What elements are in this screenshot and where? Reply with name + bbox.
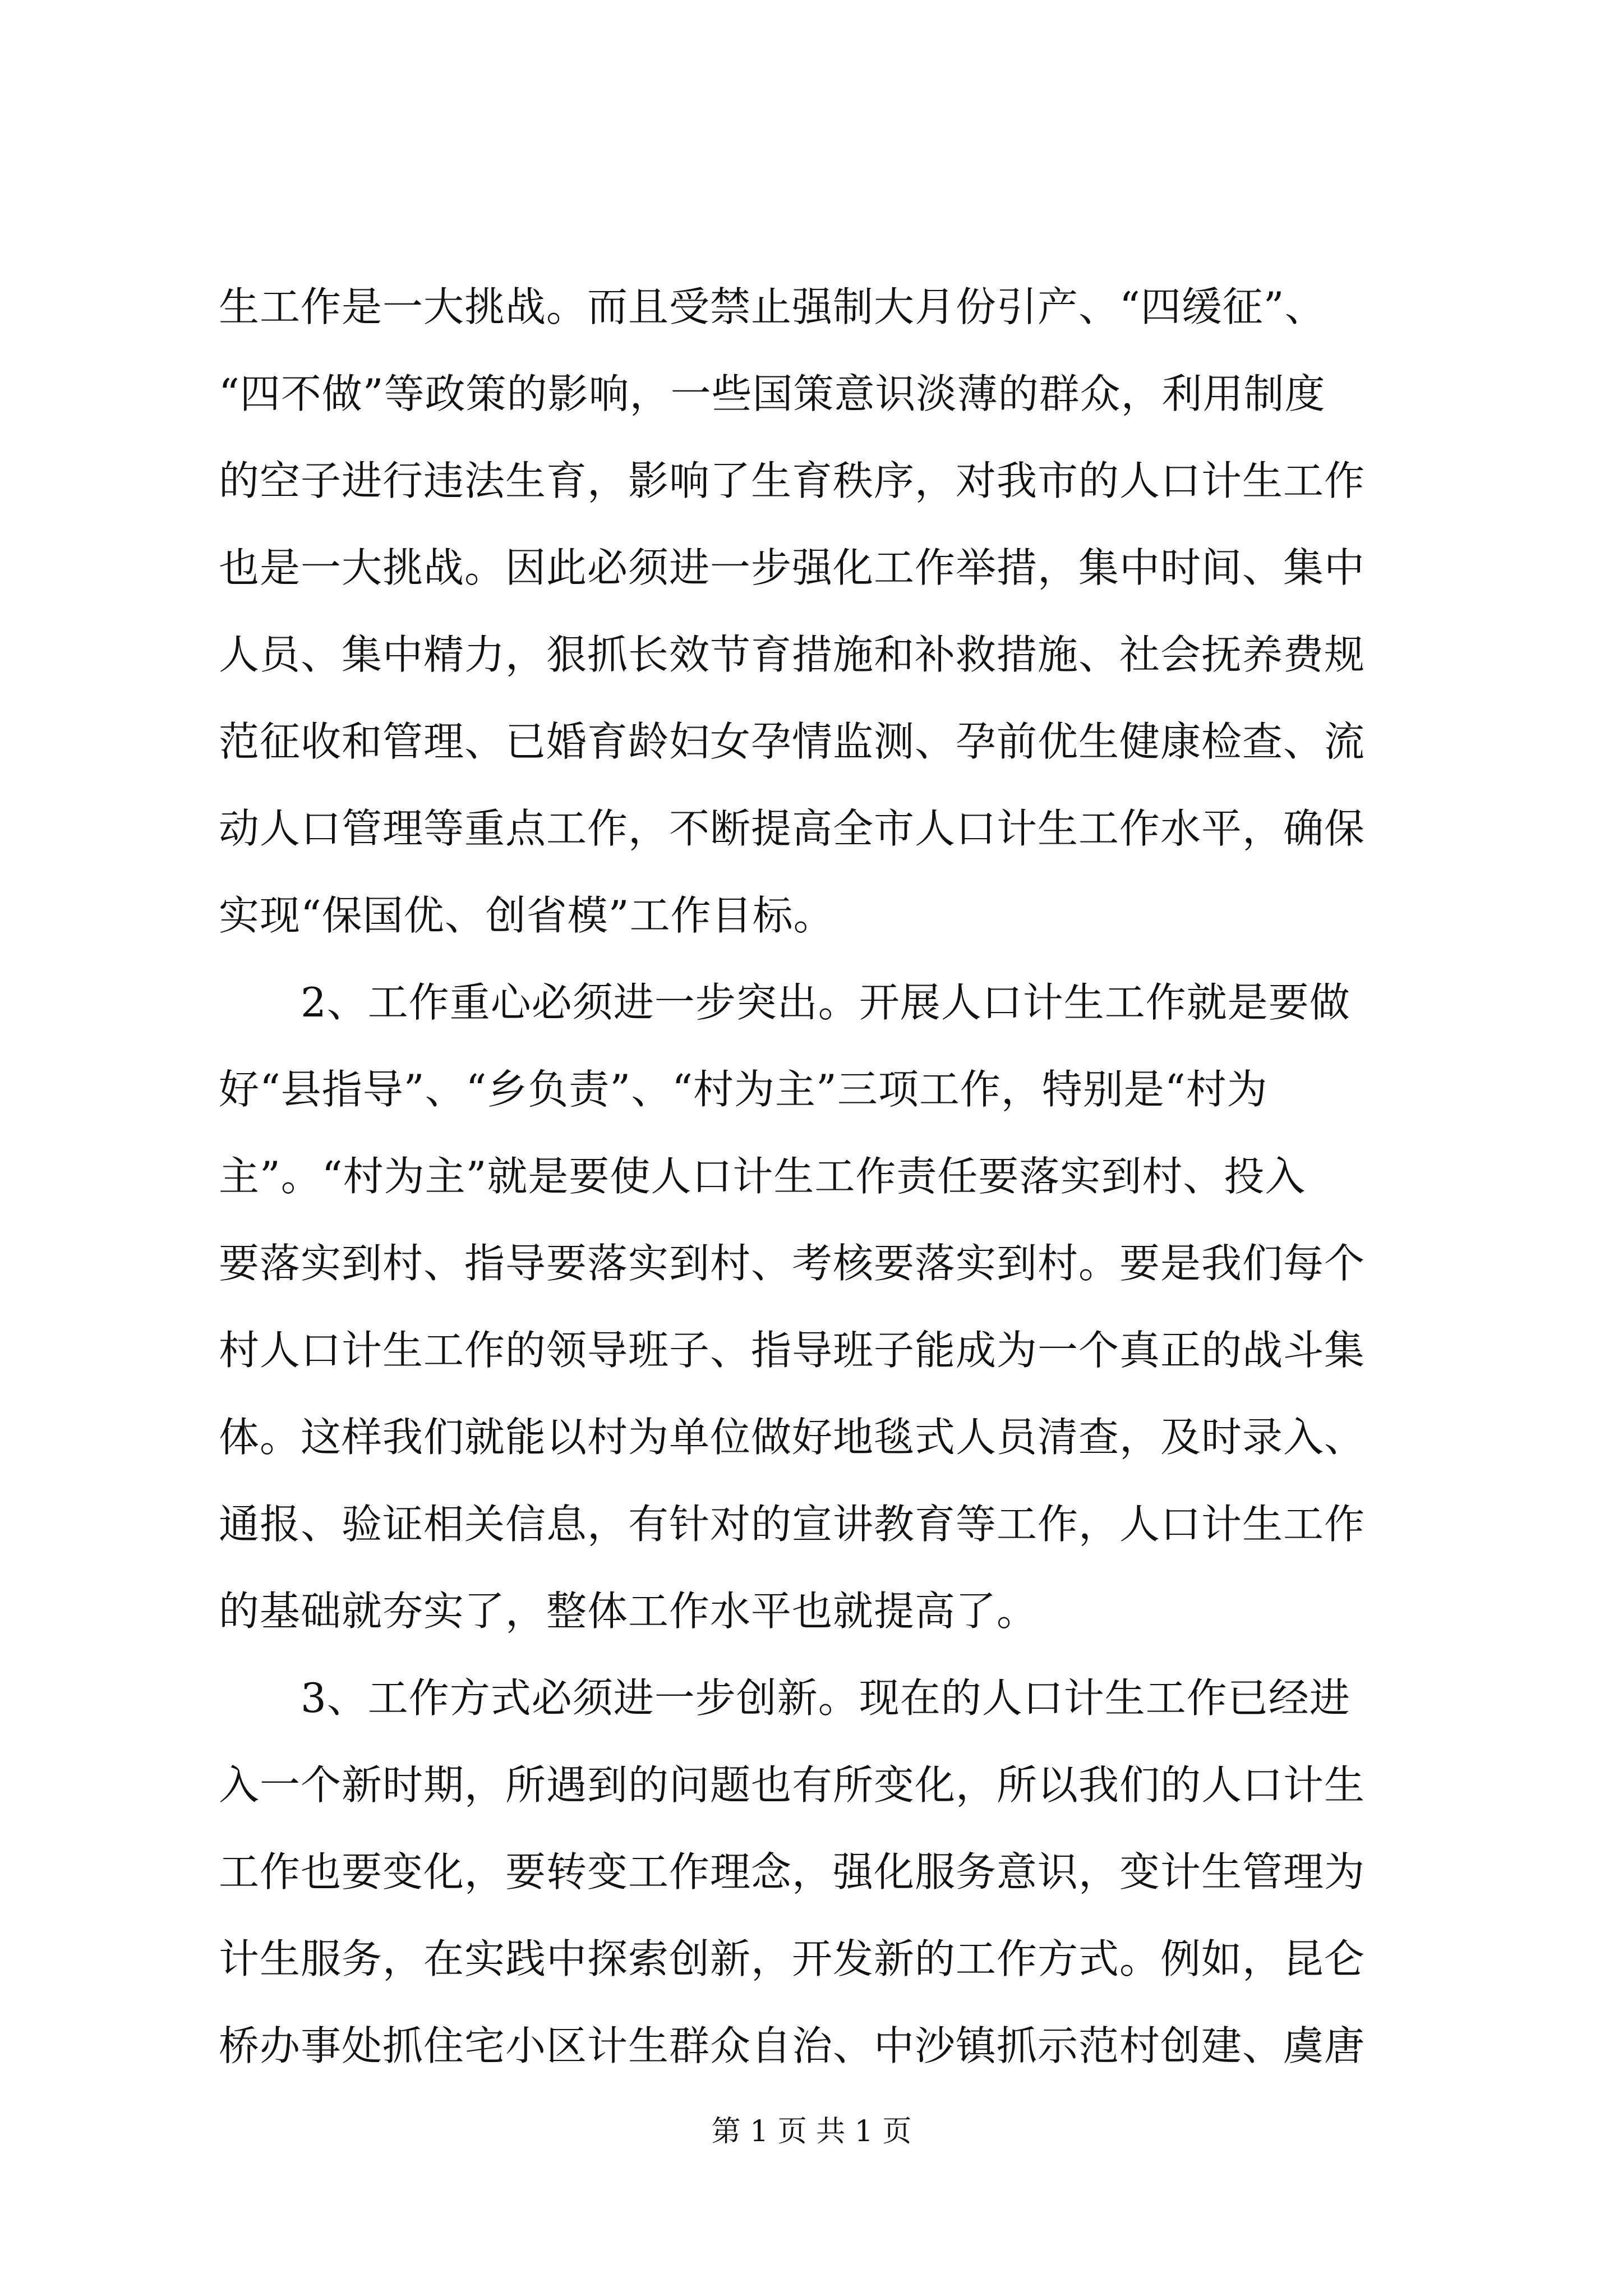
text-line: 入一个新时期，所遇到的问题也有所变化，所以我们的人口计生 — [219, 1761, 1366, 1809]
text-line: 主”。“村为主”就是要使人口计生工作责任要落实到村、投入 — [219, 1153, 1306, 1200]
text-line: 也是一大挑战。因此必须进一步强化工作举措，集中时间、集中 — [219, 544, 1366, 591]
text-line: 3、工作方式必须进一步创新。现在的人口计生工作已经进 — [219, 1674, 1350, 1722]
text-line: 工作也要变化，要转变工作理念，强化服务意识，变计生管理为 — [219, 1848, 1366, 1895]
text-line: 范征收和管理、已婚育龄妇女孕情监测、孕前优生健康检查、流 — [219, 718, 1366, 765]
text-line: 生工作是一大挑战。而且受禁止强制大月份引产、“四缓征”、 — [219, 283, 1326, 330]
text-line: 的空子进行违法生育，影响了生育秩序，对我市的人口计生工作 — [219, 457, 1366, 504]
page-footer — [0, 2109, 1623, 2154]
page-number-label: 第 1 页 共 1 页 — [711, 2115, 912, 2148]
text-line: 好“县指导”、“乡负责”、“村为主”三项工作，特别是“村为 — [219, 1066, 1268, 1113]
text-line: 的基础就夯实了，整体工作水平也就提高了。 — [219, 1588, 1038, 1635]
text-line: 通报、验证相关信息，有针对的宣讲教育等工作，人口计生工作 — [219, 1501, 1366, 1548]
text-line: 桥办事处抓住宅小区计生群众自治、中沙镇抓示范村创建、虞唐 — [219, 2022, 1366, 2069]
text-line: 计生服务，在实践中探索创新，开发新的工作方式。例如，昆仑 — [219, 1935, 1366, 1982]
text-line: 体。这样我们就能以村为单位做好地毯式人员清查，及时录入、 — [219, 1414, 1366, 1461]
text-line: 实现“保国优、创省模”工作目标。 — [219, 892, 834, 939]
text-line: 要落实到村、指导要落实到村、考核要落实到村。要是我们每个 — [219, 1240, 1366, 1287]
text-line: 动人口管理等重点工作，不断提高全市人口计生工作水平，确保 — [219, 805, 1366, 852]
text-line: “四不做”等政策的影响，一些国策意识淡薄的群众，利用制度 — [219, 370, 1326, 417]
text-line: 人员、集中精力，狠抓长效节育措施和补救措施、社会抚养费规 — [219, 631, 1366, 678]
document-body — [219, 264, 1436, 2090]
text-line: 2、工作重心必须进一步突出。开展人口计生工作就是要做 — [219, 979, 1350, 1026]
text-line: 村人口计生工作的领导班子、指导班子能成为一个真正的战斗集 — [219, 1327, 1366, 1374]
